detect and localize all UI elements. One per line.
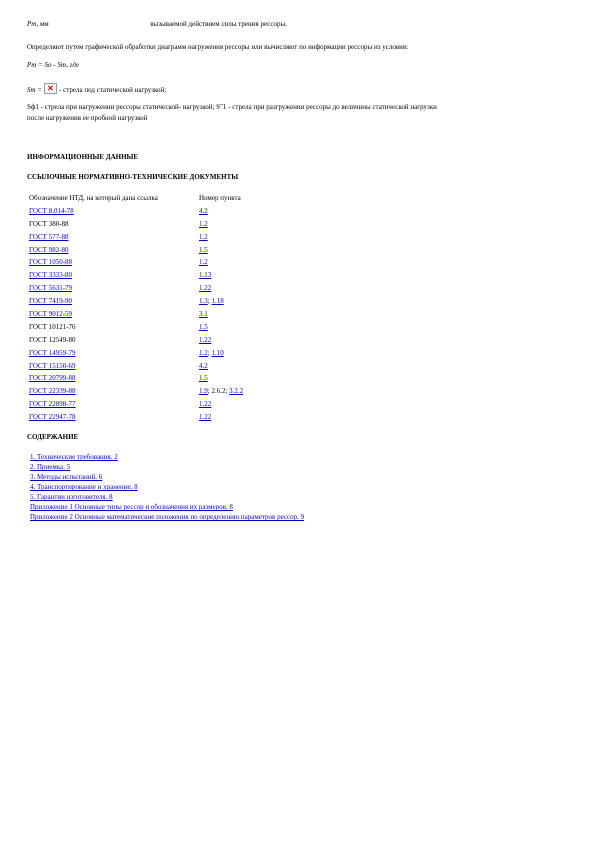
formula-st-text: - стрела под статической нагрузкой; — [59, 86, 167, 94]
document-cell — [27, 347, 197, 360]
table-row — [27, 411, 247, 424]
friction-description: вызываемой действием силы трения рессоры. — [150, 20, 287, 28]
toc-link[interactable]: 4. Транспортирование и хранение. 8 — [30, 483, 138, 491]
document-cell — [27, 205, 197, 218]
table-row — [27, 334, 247, 347]
document-cell — [27, 398, 197, 411]
clause-cell — [197, 269, 247, 282]
clause-link[interactable]: 3.2.2 — [229, 387, 244, 396]
toc-item — [30, 462, 304, 472]
heading-references: ССЫЛОЧНЫЕ НОРМАТИВНО-ТЕХНИЧЕСКИЕ ДОКУМЕНТЫ — [27, 173, 239, 181]
clause-cell — [197, 218, 247, 231]
table-row — [27, 360, 247, 373]
clause-link[interactable]: 1.5 — [199, 245, 208, 254]
clause-link[interactable]: 1.22 — [199, 413, 212, 422]
document-text: ГОСТ 380-88 — [29, 219, 69, 228]
clause-link[interactable]: 3.1 — [199, 309, 208, 318]
document-link[interactable]: ГОСТ 5631-79 — [29, 284, 73, 293]
toc-link[interactable]: Приложение 2 Основные математические положения по определению параметров рессор. 9 — [30, 513, 305, 521]
clause-cell — [197, 256, 247, 269]
column-header-document: Обозначение НТД, на который дана ссылка — [29, 193, 158, 202]
table-row — [27, 321, 247, 334]
toc-link[interactable]: 2. Приемка. 5 — [30, 463, 71, 471]
clause-link[interactable]: 1.3 — [199, 297, 208, 306]
document-link[interactable]: ГОСТ 14959-79 — [29, 348, 76, 357]
document-link[interactable]: ГОСТ 3333-80 — [29, 271, 73, 280]
clause-link[interactable]: 4.2 — [199, 206, 208, 215]
clause-cell — [197, 372, 247, 385]
table-row — [27, 256, 247, 269]
paragraph-friction — [27, 20, 287, 29]
toc-item — [30, 482, 304, 492]
clause-link[interactable]: 1.2 — [199, 258, 208, 267]
clause-cell — [197, 205, 247, 218]
document-cell — [27, 360, 197, 373]
clause-link[interactable]: 1.2 — [199, 232, 208, 241]
paragraph-method: Определяют путем графической обработки диаграмм нагружения рессоры или вычисляют по информации рессоры из условия: — [27, 43, 409, 51]
toc-item — [30, 512, 304, 522]
clause-cell: 1.9; 2.6.2; 3.2.2 — [199, 387, 244, 396]
clause-link[interactable]: 1.2 — [199, 219, 208, 228]
clause-link[interactable]: 1.5 — [199, 322, 208, 331]
clause-cell — [197, 308, 247, 321]
table-row — [27, 347, 247, 360]
table-row — [27, 372, 247, 385]
document-link[interactable]: ГОСТ 22947-78 — [29, 413, 76, 422]
document-cell — [27, 282, 197, 295]
clause-link[interactable]: 1.22 — [199, 284, 212, 293]
document-cell — [27, 231, 197, 244]
table-of-contents — [30, 452, 304, 522]
table-row — [27, 269, 247, 282]
toc-item — [30, 492, 304, 502]
toc-link[interactable]: 3. Методы испытаний. 6 — [30, 473, 103, 481]
document-cell — [27, 321, 197, 334]
clause-cell: 1.3; 1.18 — [199, 297, 224, 306]
clause-cell — [197, 411, 247, 424]
table-header-row — [27, 192, 247, 205]
document-cell — [27, 411, 197, 424]
document-cell — [27, 256, 197, 269]
clause-link[interactable]: 1.22 — [199, 400, 212, 409]
clause-cell — [197, 334, 247, 347]
clause-cell — [197, 398, 247, 411]
table-row — [27, 231, 247, 244]
clause-link[interactable]: 1.2 — [199, 348, 208, 357]
document-cell — [27, 372, 197, 385]
clause-cell — [197, 360, 247, 373]
table-row — [27, 385, 247, 398]
heading-contents: СОДЕРЖАНИЕ — [27, 433, 79, 441]
table-row — [27, 218, 247, 231]
document-link[interactable]: ГОСТ 20799-88 — [29, 374, 76, 383]
clause-cell: 1.2; 1.10 — [199, 348, 224, 357]
clause-cell — [197, 282, 247, 295]
broken-image-icon — [44, 83, 57, 94]
clause-cell — [197, 244, 247, 257]
document-link[interactable]: ГОСТ 8.014-78 — [29, 206, 74, 215]
toc-item — [30, 452, 304, 462]
formula-pt: Pт = Sо - Sт, где — [27, 61, 80, 69]
table-row — [27, 398, 247, 411]
clause-link[interactable]: 1.18 — [211, 297, 224, 306]
formula-st — [27, 83, 166, 95]
paragraph-deflection-line1: Sф1 - стрела при нагружении рессоры статической- нагрузкой; S"1 - стрела при разгружении рессоры до величины статической нагрузки — [27, 103, 437, 111]
table-row — [27, 244, 247, 257]
paragraph-deflection-line2: после нагружения ее пробной нагрузкой — [27, 114, 148, 122]
clause-link[interactable]: 1.13 — [199, 271, 212, 280]
toc-item — [30, 472, 304, 482]
document-link[interactable]: ГОСТ 577-88 — [29, 232, 69, 241]
clause-cell — [197, 321, 247, 334]
variable-pt: Pт — [27, 20, 37, 28]
clause-link[interactable]: 4.2 — [199, 361, 208, 370]
toc-link[interactable]: 1. Технические требования. 2 — [30, 453, 118, 461]
document-link[interactable]: ГОСТ 7419-90 — [29, 297, 73, 306]
document-cell — [27, 269, 197, 282]
clause-link[interactable]: 1.10 — [211, 348, 224, 357]
table-row — [27, 282, 247, 295]
toc-link[interactable]: 5. Гарантии изготовителя. 8 — [30, 493, 113, 501]
document-link[interactable]: ГОСТ 9012-59 — [29, 309, 73, 318]
heading-info: ИНФОРМАЦИОННЫЕ ДАННЫЕ — [27, 153, 139, 161]
table-row — [27, 295, 247, 308]
references-table-body — [27, 192, 247, 424]
document-link[interactable]: ГОСТ 22339-88 — [29, 387, 76, 396]
toc-link[interactable]: Приложение 1 Основные типы рессор и обозначения их размеров. 8 — [30, 503, 233, 511]
document-text: ГОСТ 10121-76 — [29, 322, 76, 331]
clause-text: 2.6.2 — [211, 387, 226, 396]
document-cell — [27, 385, 197, 398]
document-cell — [27, 218, 197, 231]
clause-link[interactable]: 1.9 — [199, 387, 208, 396]
clause-link[interactable]: 1.5 — [199, 374, 208, 383]
clause-link[interactable]: 1.22 — [199, 335, 212, 344]
document-text: ГОСТ 12549-80 — [29, 335, 76, 344]
references-table — [27, 192, 247, 424]
clause-cell — [197, 231, 247, 244]
document-cell — [27, 308, 197, 321]
document-cell — [27, 334, 197, 347]
column-header-clause: Номер пункта — [199, 193, 241, 202]
document-link[interactable]: ГОСТ 22898-77 — [29, 400, 76, 409]
document-cell — [27, 244, 197, 257]
document-link[interactable]: ГОСТ 1050-88 — [29, 258, 73, 267]
table-row — [27, 308, 247, 321]
formula-st-lhs: Sт = — [27, 86, 43, 94]
table-row — [27, 205, 247, 218]
document-cell — [27, 295, 197, 308]
unit-mm: , мм — [36, 20, 49, 28]
toc-item — [30, 502, 304, 512]
document-link[interactable]: ГОСТ 15150-69 — [29, 361, 76, 370]
document-link[interactable]: ГОСТ 982-80 — [29, 245, 69, 254]
